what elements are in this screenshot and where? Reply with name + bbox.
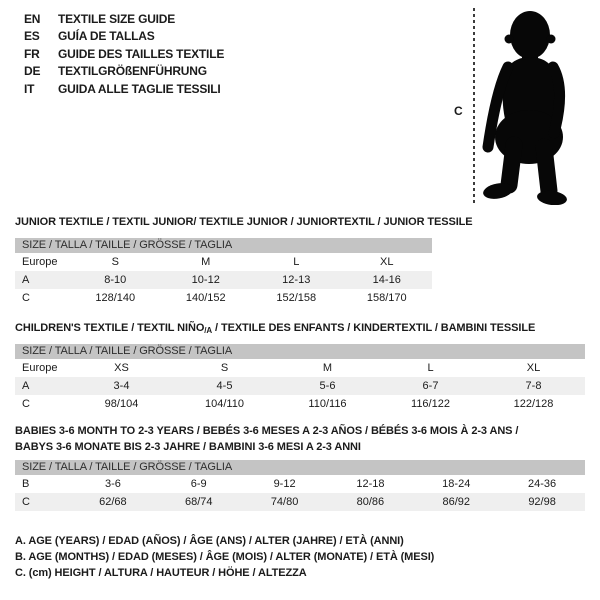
language-title: GUÍA DE TALLAS — [58, 29, 155, 44]
table-row — [15, 271, 432, 289]
legend-line-b: B. AGE (MONTHS) / EDAD (MESES) / ÂGE (MOIS) / ALTER (MONATE) / ETÀ (MESI) — [15, 551, 435, 564]
row-label: C — [22, 496, 30, 508]
size-cell: XL — [526, 362, 541, 374]
baby-figure-area — [0, 0, 600, 215]
table-row — [15, 493, 585, 511]
age-cell: 14-16 — [372, 274, 401, 286]
junior-size-table — [15, 238, 432, 307]
table-row — [15, 359, 585, 377]
age-cell: 8-10 — [104, 274, 127, 286]
height-cell: 128/140 — [95, 292, 136, 304]
table-header-band: SIZE / TALLA / TAILLE / GRÖSSE / TAGLIA — [15, 460, 585, 475]
row-label: Europe — [22, 256, 58, 268]
language-code: EN — [24, 11, 41, 26]
language-code: DE — [24, 64, 41, 79]
table-row — [15, 475, 585, 493]
babies-title-line1: BABIES 3-6 MONTH TO 2-3 YEARS / BEBÉS 3-6 MESES A 2-3 AÑOS / BÉBÉS 3-6 MOIS À 2-3 ANS / — [15, 425, 519, 437]
height-measure-dotted-line — [473, 8, 475, 205]
legend-line-a: A. AGE (YEARS) / EDAD (AÑOS) / ÂGE (ANS) / ALTER (JAHRE) / ETÀ (ANNI) — [15, 535, 404, 547]
age-cell: 6-9 — [190, 478, 207, 490]
table-header-band: SIZE / TALLA / TAILLE / GRÖSSE / TAGLIA — [15, 344, 585, 359]
table-row — [15, 289, 432, 307]
height-cell: 110/116 — [308, 398, 347, 410]
language-title: GUIDA ALLE TAGLIE TESSILI — [58, 81, 221, 96]
age-cell: 18-24 — [442, 478, 471, 490]
row-label: C — [22, 292, 30, 304]
size-cell: M — [322, 362, 333, 374]
height-cell: 152/158 — [276, 292, 317, 304]
age-cell: 3-4 — [113, 380, 130, 392]
height-cell: 62/68 — [99, 496, 127, 508]
size-cell: XS — [114, 362, 129, 374]
row-label: A — [22, 380, 30, 392]
table-row — [15, 395, 585, 413]
legend — [15, 533, 434, 582]
height-cell: 86/92 — [442, 496, 470, 508]
height-cell: 98/104 — [104, 398, 139, 410]
age-cell: 12-13 — [282, 274, 311, 286]
row-label: A — [22, 274, 30, 286]
table-header-band: SIZE / TALLA / TAILLE / GRÖSSE / TAGLIA — [15, 238, 432, 253]
language-code: ES — [24, 29, 40, 44]
language-title: TEXTILGRÖßENFÜHRUNG — [58, 64, 207, 79]
age-cell: 6-7 — [422, 380, 439, 392]
height-cell: 158/170 — [366, 292, 407, 304]
row-label: Europe — [22, 362, 58, 374]
table-row — [15, 377, 585, 395]
age-cell: 9-12 — [273, 478, 296, 490]
height-measure-label: C — [454, 104, 463, 118]
age-cell: 3-6 — [104, 478, 121, 490]
height-cell: 80/86 — [356, 496, 385, 508]
children-title-text: / TEXTILE DES ENFANTS / KINDERTEXTIL / BAMBINI TESSILE — [212, 322, 536, 334]
baby-silhouette-icon — [478, 5, 580, 205]
language-code: FR — [24, 46, 40, 61]
age-cell: 24-36 — [528, 478, 557, 490]
legend-line-c: C. (cm) HEIGHT / ALTURA / HAUTEUR / HÖHE / ALTEZZA — [15, 567, 307, 580]
size-cell: S — [220, 362, 229, 374]
height-cell: 116/122 — [411, 398, 450, 410]
height-cell: 74/80 — [270, 496, 299, 508]
babies-size-table — [15, 460, 585, 511]
language-code: IT — [24, 81, 35, 96]
children-title-subscript: /A — [204, 326, 213, 335]
age-cell: 4-5 — [216, 380, 233, 392]
row-label: B — [22, 478, 30, 490]
height-cell: 68/74 — [184, 496, 213, 508]
age-cell: 5-6 — [319, 380, 336, 392]
children-section-title — [15, 322, 535, 334]
height-cell: 92/98 — [528, 496, 556, 508]
size-cell: S — [111, 256, 119, 268]
children-size-table — [15, 344, 585, 413]
height-cell: 140/152 — [185, 292, 226, 304]
age-cell: 10-12 — [191, 274, 220, 286]
language-title: GUIDE DES TAILLES TEXTILE — [58, 46, 225, 61]
size-cell: L — [427, 362, 434, 374]
row-label: C — [22, 398, 30, 410]
table-row — [15, 253, 432, 271]
language-title: TEXTILE SIZE GUIDE — [58, 11, 176, 26]
size-cell: M — [201, 256, 211, 268]
babies-title-line2: BABYS 3-6 MONATE BIS 2-3 JAHRE / BAMBINI 3-6 MESI A 2-3 ANNI — [15, 441, 361, 453]
height-cell: 122/128 — [513, 398, 554, 410]
height-cell: 104/110 — [205, 398, 244, 410]
age-cell: 7-8 — [525, 380, 542, 392]
size-cell: XL — [380, 256, 394, 268]
junior-section-title: JUNIOR TEXTILE / TEXTIL JUNIOR/ TEXTILE JUNIOR / JUNIORTEXTIL / JUNIOR TESSILE — [15, 216, 473, 228]
age-cell: 12-18 — [356, 478, 385, 490]
children-title-text: CHILDREN'S TEXTILE / TEXTIL NIÑO — [15, 322, 205, 334]
size-cell: L — [293, 256, 300, 268]
babies-section-title — [15, 423, 518, 455]
